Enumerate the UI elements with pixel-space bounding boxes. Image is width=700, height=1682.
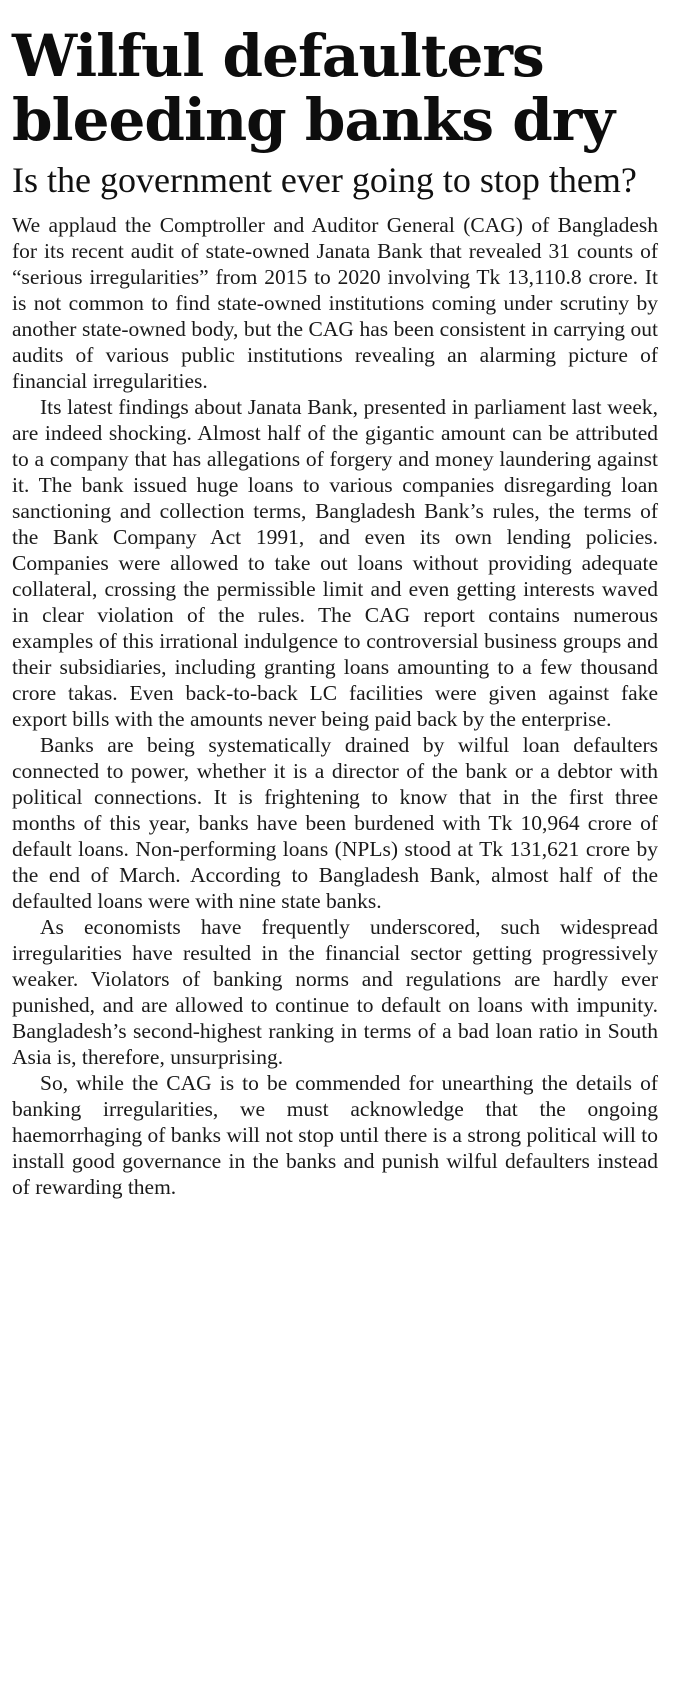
paragraph-4: As economists have frequently underscored, such widespread irregularities have resulted in the financial sector getting progressively weaker. Violators of banking norms and regulations are hardly ever punished, and are allowed to continue to default on loans with impunity. Bangladesh’s second-highest ranking in terms of a bad loan ratio in South Asia is, therefore, unsurprising. <box>12 915 658 1069</box>
article-body <box>12 212 658 1200</box>
paragraph-5: So, while the CAG is to be commended for unearthing the details of banking irregularities, we must acknowledge that the ongoing haemorrhaging of banks will not stop until there is a strong political will to install good governance in the banks and punish wilful defaulters instead of rewarding them. <box>12 1071 658 1199</box>
subheadline: Is the government ever going to stop them? <box>12 160 637 200</box>
editorial-article <box>12 0 658 1200</box>
paragraph-1: We applaud the Comptroller and Auditor General (CAG) of Bangladesh for its recent audit of state-owned Janata Bank that revealed 31 counts of “serious irregularities” from 2015 to 2020 involving Tk 13,110.8 crore. It is not common to find state-owned institutions coming under scrutiny by another state-owned body, but the CAG has been consistent in carrying out audits of various public institutions revealing an alarming picture of financial irregularities. <box>12 213 658 393</box>
paragraph-2: Its latest findings about Janata Bank, presented in parliament last week, are indeed shocking. Almost half of the gigantic amount can be attributed to a company that has allegations of forgery and money laundering against it. The bank issued huge loans to various companies disregarding loan sanctioning and collection terms, Bangladesh Bank’s rules, the terms of the Bank Company Act 1991, and even its own lending policies. Companies were allowed to take out loans without providing adequate collateral, crossing the permissible limit and even getting interests waved in clear violation of the rules. The CAG report contains numerous examples of this irrational indulgence to controversial business groups and their subsidiaries, including granting loans amounting to a few thousand crore takas. Even back-to-back LC facilities were given against fake export bills with the amounts never being paid back by the enterprise. <box>12 395 658 731</box>
headline: Wilful defaulters bleeding banks dry <box>12 22 615 154</box>
paragraph-3: Banks are being systematically drained by wilful loan defaulters connected to power, whether it is a director of the bank or a debtor with political connections. It is frightening to know that in the first three months of this year, banks have been burdened with Tk 10,964 crore of default loans. Non-performing loans (NPLs) stood at Tk 131,621 crore by the end of March. According to Bangladesh Bank, almost half of the defaulted loans were with nine state banks. <box>12 733 658 913</box>
